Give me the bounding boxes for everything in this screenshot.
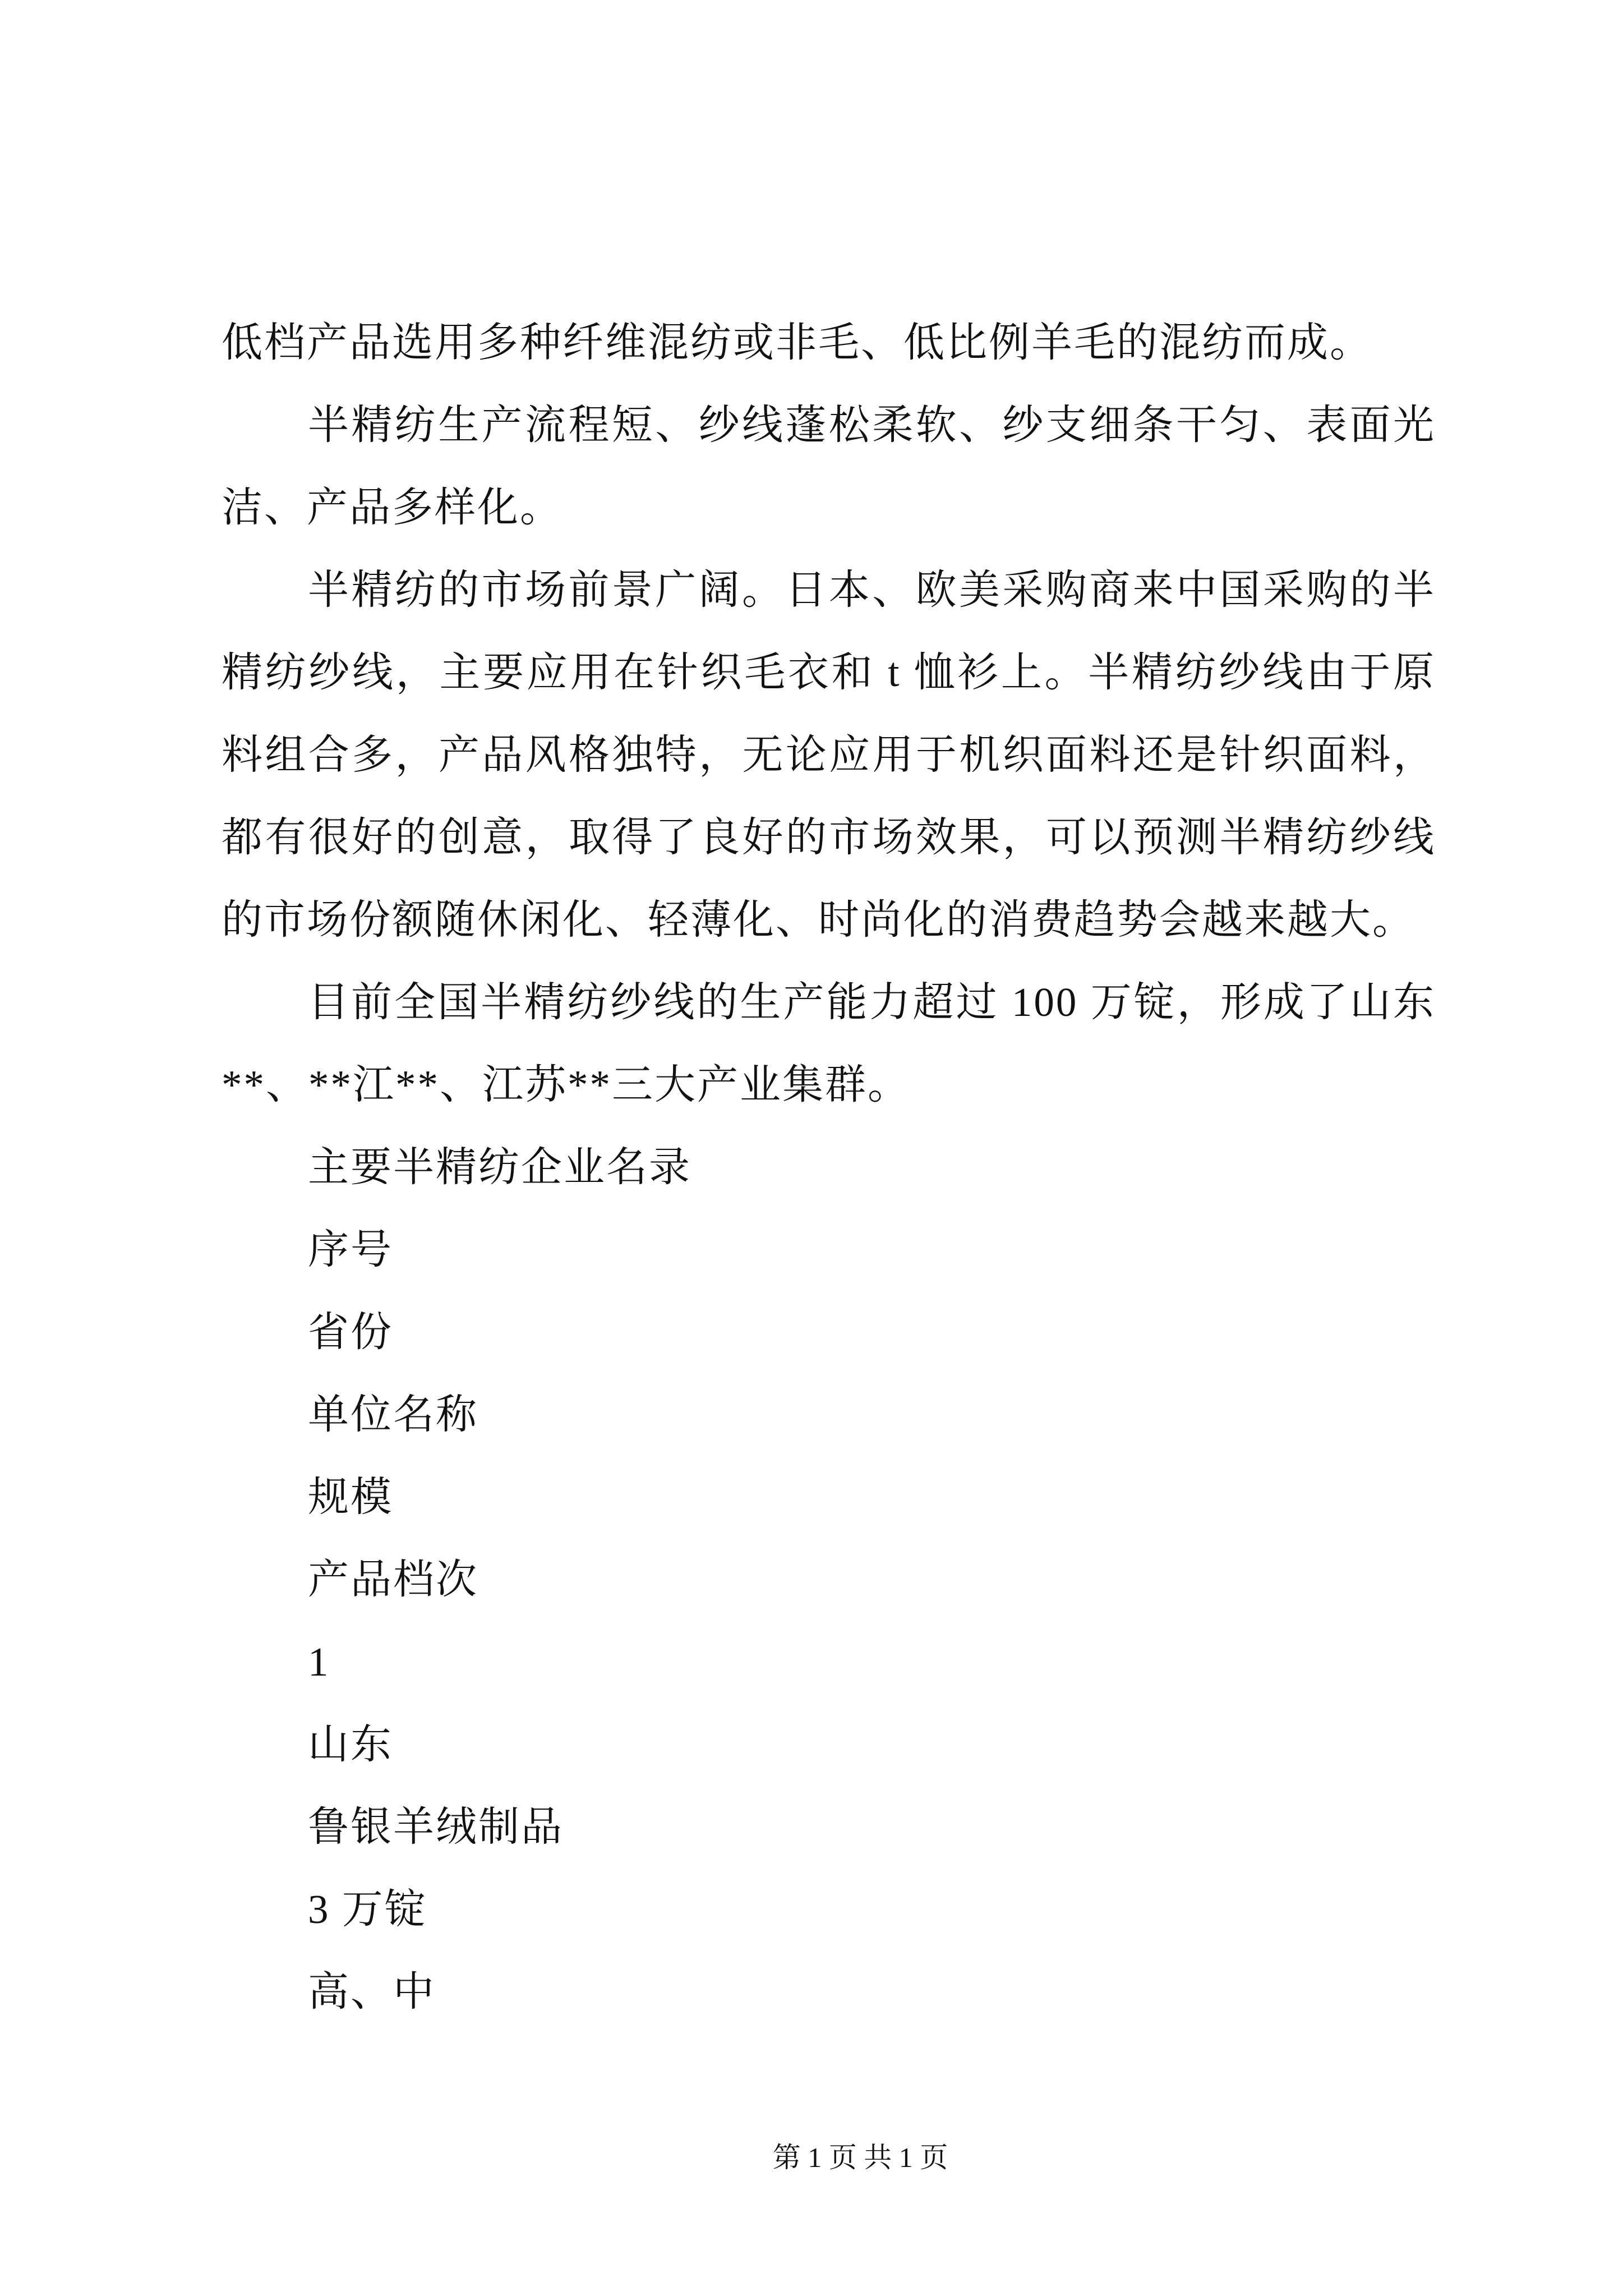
paragraph-line: 低档产品选用多种纤维混纺或非毛、低比例羊毛的混纺而成。 [222, 320, 1372, 365]
paragraph-line: 洁、产品多样化。 [222, 485, 562, 530]
page-footer: 第 1 页 共 1 页 [772, 2142, 948, 2173]
paragraph-line: 目前全国半精纺纱线的生产能力超过 100 万锭，形成了山东 [308, 979, 1436, 1025]
table-header-cell: 产品档次 [308, 1557, 478, 1602]
paragraph-line: 精纺纱线，主要应用在针织毛衣和 t 恤衫上。半精纺纱线由于原 [222, 650, 1436, 695]
paragraph-line: 料组合多，产品风格独特，无论应用于机织面料还是针织面料， [222, 732, 1436, 777]
table-header-cell: 单位名称 [308, 1392, 478, 1437]
table-cell: 1 [308, 1639, 330, 1685]
paragraph-line: 半精纺生产流程短、纱线蓬松柔软、纱支细条干匀、表面光 [308, 402, 1436, 448]
table-cell: 3 万锭 [308, 1887, 427, 1932]
paragraph-line: **、**江**、江苏**三大产业集群。 [222, 1062, 910, 1107]
table-title: 主要半精纺企业名录 [308, 1144, 691, 1190]
table-cell: 山东 [308, 1722, 393, 1767]
text-body [222, 301, 1436, 2033]
table-header-cell: 规模 [308, 1474, 393, 1520]
paragraph-line: 的市场份额随休闲化、轻薄化、时尚化的消费趋势会越来越大。 [222, 897, 1415, 942]
table-header-cell: 省份 [308, 1309, 393, 1355]
table-cell: 鲁银羊绒制品 [308, 1804, 564, 1849]
table-header-cell: 序号 [308, 1227, 393, 1272]
paragraph-line: 都有很好的创意，取得了良好的市场效果，可以预测半精纺纱线 [222, 815, 1436, 860]
paragraph-line: 半精纺的市场前景广阔。日本、欧美采购商来中国采购的半 [308, 567, 1436, 613]
table-cell: 高、中 [308, 1969, 436, 2014]
